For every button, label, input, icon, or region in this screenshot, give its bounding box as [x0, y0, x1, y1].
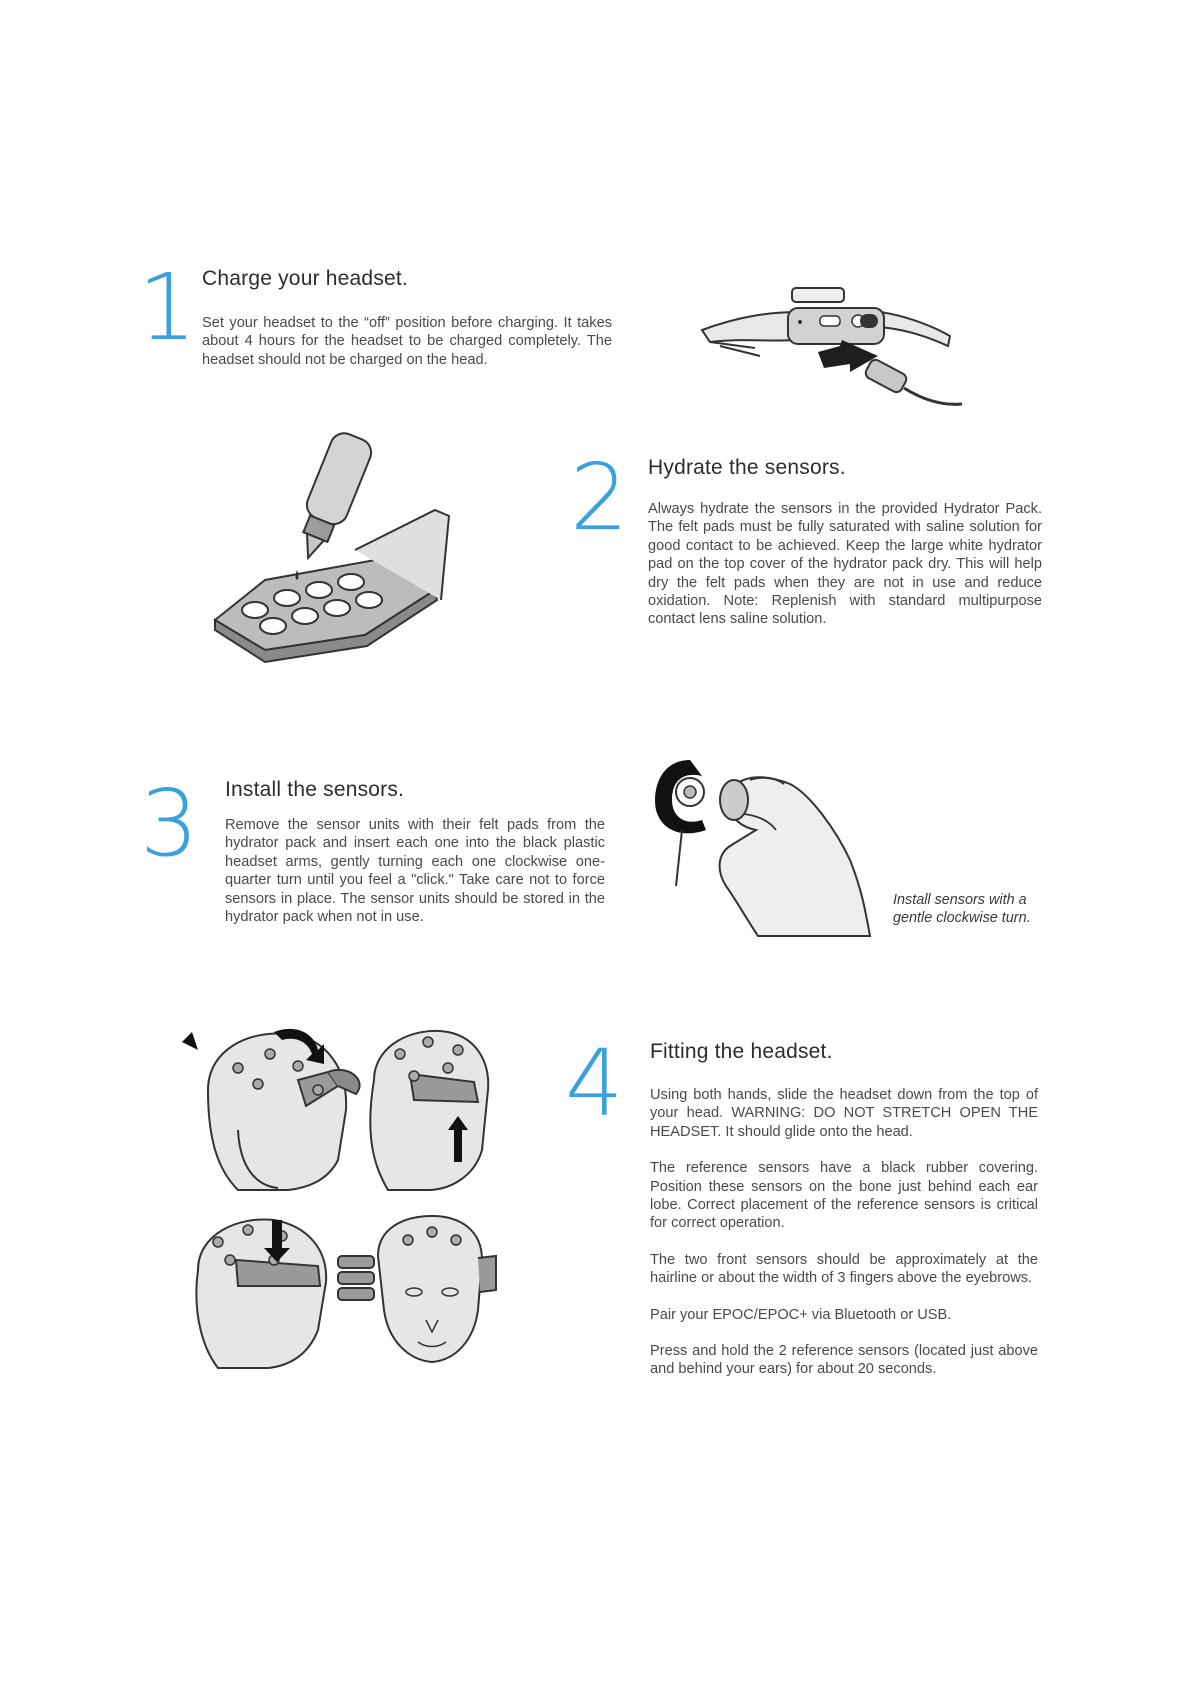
sensor-insert-illustration [650, 750, 890, 935]
step-4-title: Fitting the headset. [650, 1040, 833, 1063]
step-3-number: 3 [140, 770, 197, 877]
step-2-number: 2 [570, 444, 627, 551]
step-3-title: Install the sensors. [225, 778, 405, 801]
step-4-paragraph-5: Press and hold the 2 reference sensors (located just above and behind your ears) for about 20 seconds. [650, 1343, 1038, 1378]
step-4-number: 4 [565, 1030, 622, 1137]
step-4-paragraph-2: The reference sensors have a black rubber covering. Position these sensors on the bone just behind each ear lobe. Correct placement of the reference sensors is critical for correct operation. [650, 1160, 1038, 1232]
hydrator-pack-illustration [205, 420, 455, 670]
step-1-number: 1 [138, 254, 195, 361]
step-4-paragraph-1: Using both hands, slide the headset down from the top of your head. WARNING: DO NOT STRETCH OPEN THE HEADSET. It should glide onto the head. [650, 1087, 1038, 1140]
step-3-body: Remove the sensor units with their felt pads from the hydrator pack and insert each one into the black plastic headset arms, gently turning each one clockwise one-quarter turn until you feel a "click." Take care not to force sensors in place. The sensor units should be stored in the hydrator pack when not in use. [225, 817, 605, 926]
headset-fitting-illustration [178, 1020, 518, 1390]
step-1-body: Set your headset to the “off” position before charging. It takes about 4 hours for the headset to be charged completely. The headset should not be charged on the head. [202, 315, 612, 368]
sensor-caption-line-2: gentle clockwise turn. [893, 910, 1031, 926]
step-1-title: Charge your headset. [202, 267, 408, 290]
sensor-caption-line-1: Install sensors with a [893, 892, 1027, 908]
step-4-body [650, 1086, 1038, 1397]
step-2-title: Hydrate the sensors. [648, 456, 846, 479]
step-4-paragraph-4: Pair your EPOC/EPOC+ via Bluetooth or USB. [650, 1306, 952, 1323]
step-2-body: Always hydrate the sensors in the provided Hydrator Pack. The felt pads must be fully saturated with saline solution for good contact to be achieved. Keep the large white hydrator pad on the top cover of the hydrator pack dry. This will help dry the felt pads when they are not in use and reduce oxidation. Note: Replenish with standard multipurpose contact lens saline solution. [648, 501, 1042, 628]
headset-charging-illustration [700, 276, 970, 416]
step-4-paragraph-3: The two front sensors should be approximately at the hairline or about the width of 3 fingers above the eyebrows. [650, 1251, 1038, 1287]
